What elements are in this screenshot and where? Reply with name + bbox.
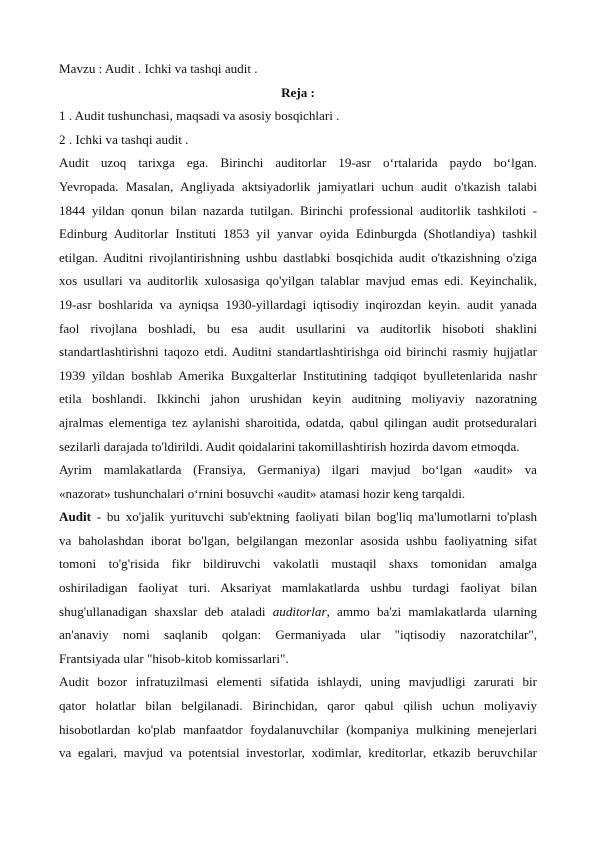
paragraph-4-line: va egalari, mavjud va potentsial investorlar, xodimlar, kreditorlar, etkazib beruvchilar bbox=[59, 745, 537, 761]
paragraph-3-line: va baholashdan iborat bo'lgan, belgilangan mezonlar asosida ushbu faoliyatning sifat bbox=[59, 532, 537, 548]
paragraph-4-line: Audit bozor infratuzilmasi elementi sifatida ishlaydi, uning mavjudligi zarurati bir bbox=[59, 674, 537, 690]
paragraph-2-line: Ayrim mamlakatlarda (Fransiya, Germaniya) ilgari mavjud bo‘lgan «audit» va bbox=[59, 462, 537, 478]
paragraph-3-first-line bbox=[59, 505, 537, 529]
paragraph-1-line: etilgan. Auditni rivojlantirishning ushbu dastlabki bosqichida audit o'tkazishning o'ziga bbox=[59, 249, 537, 265]
paragraph-3-line: an'anaviy nomi saqlanib qolgan: Germaniyada ular "iqtisodiy nazoratchilar", bbox=[59, 627, 537, 643]
paragraph-1-line: Yevropada. Masalan, Angliyada aktsiyadorlik jamiyatlari uchun audit o'tkazish talabi bbox=[59, 178, 537, 194]
paragraph-1-line: ajralmas elementiga tez aylanishi sharoitida, odatda, qabul qilingan audit protseduralari bbox=[59, 414, 537, 430]
paragraph-1-line: etila boshlandi. Ikkinchi jahon urushidan keyin auditning moliyaviy nazoratning bbox=[59, 391, 537, 407]
paragraph-3-last-line: Frantsiyada ular "hisob-kitob komissarlari". bbox=[59, 650, 289, 666]
paragraph-4-line: hisobotlardan ko'plab manfaatdor foydalanuvchilar (kompaniya mulkining menejerlari bbox=[59, 721, 537, 737]
paragraph-1-line: 1939 yildan boshlab Amerika Buxgalterlar Institutining tadqiqot byulletenlarida nashr bbox=[59, 367, 537, 383]
line-part: shug'ullanadigan shaxslar deb ataladi bbox=[59, 603, 273, 619]
paragraph-3-line: tomoni to'g'risida fikr bildiruvchi vakolatli mustaqil shaxs tomonidan amalga bbox=[59, 556, 537, 572]
paragraph-3-line: oshiriladigan faoliyat turi. Aksariyat mamlakatlarda ushbu turdagi faoliyat bilan bbox=[59, 580, 537, 596]
paragraph-1-line: 1844 yildan qonun bilan nazarda tutilgan. Birinchi professional auditorlik tashkiloti - bbox=[59, 202, 537, 218]
audit-term: Audit bbox=[59, 509, 92, 525]
plan-item-2: 2 . Ichki va tashqi audit . bbox=[59, 131, 189, 147]
audit-definition-start: - bu xo'jalik yurituvchi sub'ektning faoliyati bilan bog'liq ma'lumotlarni to'plash bbox=[91, 509, 537, 525]
document-page bbox=[59, 57, 537, 765]
line-part: , ammo ba'zi mamlakatlarda ularning bbox=[326, 603, 537, 619]
paragraph-1-line: xos usullari va auditorlik xulosasiga qo'yilgan talablar mavjud emas edi. Keyinchalik, bbox=[59, 273, 537, 289]
paragraph-1-line: Audit uzoq tarixga ega. Birinchi auditorlar 19-asr o‘rtalarida paydo bo‘lgan. bbox=[59, 155, 537, 171]
paragraph-2-last-line: «nazorat» tushunchalari o‘rnini bosuvchi «audit» atamasi hozir keng tarqaldi. bbox=[59, 485, 466, 501]
topic-line: Mavzu : Audit . Ichki va tashqi audit . bbox=[59, 61, 258, 76]
paragraph-1-line: Edinburg Auditorlar Instituti 1853 yil yanvar oyida Edinburgda (Shotlandiya) tashkil bbox=[59, 226, 537, 242]
paragraph-1-line: faol rivojlana boshladi, bu esa audit usullarini va auditorlik hisoboti shaklini bbox=[59, 320, 537, 336]
plan-title: Reja : bbox=[281, 84, 315, 100]
paragraph-1-line: 19-asr boshlarida va ayniqsa 1930-yillardagi iqtisodiy inqirozdan keyin. audit yanada bbox=[59, 296, 537, 312]
paragraph-1-line: standartlashtirishni taqozo etdi. Auditni standartlashtirishga oid birinchi rasmiy hujjatlar bbox=[59, 344, 537, 360]
plan-item-1: 1 . Audit tushunchasi, maqsadi va asosiy bosqichlari . bbox=[59, 108, 340, 124]
paragraph-3-line bbox=[59, 600, 537, 624]
paragraph-1-last-line: sezilarli darajada to'ldirildi. Audit qoidalarini takomillashtirish hozirda davom etmoqda. bbox=[59, 438, 520, 454]
auditors-term: auditorlar bbox=[272, 603, 327, 619]
paragraph-4-line: qator holatlar bilan belgilanadi. Birinchidan, qaror qabul qilish uchun moliyaviy bbox=[59, 698, 537, 714]
